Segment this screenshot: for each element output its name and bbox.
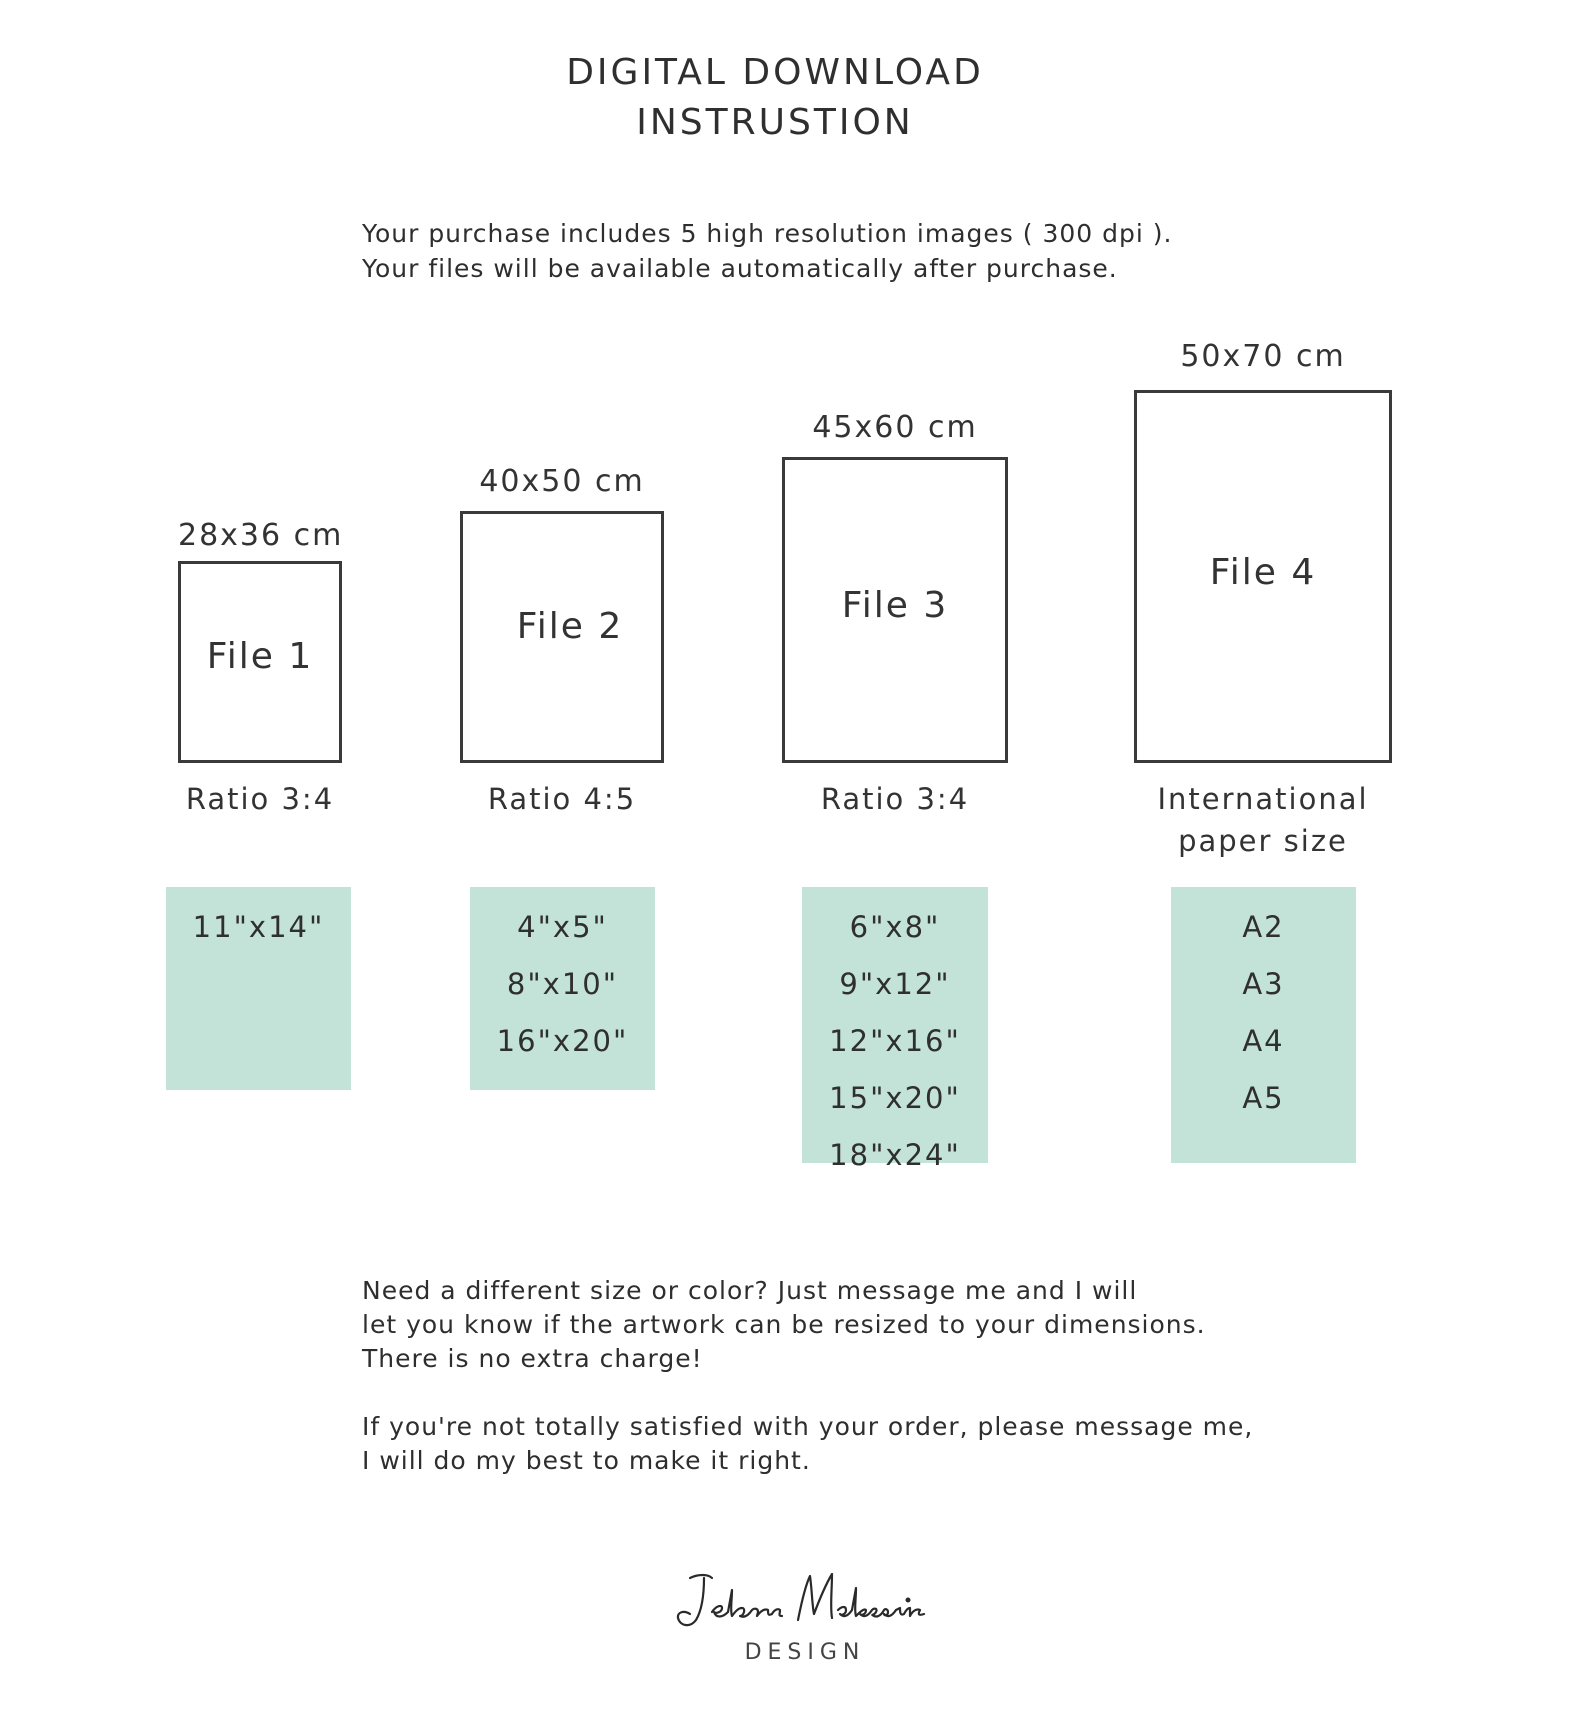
page-title xyxy=(0,48,1550,148)
file-2-size-cm: 40x50 cm xyxy=(479,464,645,499)
brand-subtitle: DESIGN xyxy=(744,1640,866,1665)
file-4-ratio-line-2: paper size xyxy=(1178,824,1348,858)
file-1-size-1: 11"x14" xyxy=(192,910,325,944)
file-2-size-2: 8"x10" xyxy=(506,967,619,1001)
custom-size-note xyxy=(362,1274,1206,1376)
file-2-ratio xyxy=(460,778,664,820)
file-4-size-4: A5 xyxy=(1242,1081,1285,1115)
file-3-ratio-line-1: Ratio 3:4 xyxy=(820,782,970,816)
file-3-label: File 3 xyxy=(841,585,949,626)
file-2-print-sizes xyxy=(470,887,655,1090)
file-4-ratio-line-1: International xyxy=(1157,782,1369,816)
file-3-ratio xyxy=(782,778,1008,820)
intro-line-1: Your purchase includes 5 high resolution images ( 300 dpi ). xyxy=(362,219,1173,248)
file-4-size-2: A3 xyxy=(1242,967,1285,1001)
file-1-size-cm: 28x36 cm xyxy=(178,518,344,553)
file-2-size-3: 16"x20" xyxy=(496,1024,629,1058)
intro-text xyxy=(362,216,1172,286)
signature-logo xyxy=(660,1560,960,1640)
file-2-ratio-line-1: Ratio 4:5 xyxy=(487,782,637,816)
file-3-size-cm: 45x60 cm xyxy=(812,410,978,445)
file-1-print-sizes xyxy=(166,887,351,1090)
file-3-size-1: 6"x8" xyxy=(849,910,941,944)
file-1-ratio xyxy=(160,778,360,820)
satisfaction-note xyxy=(362,1410,1253,1478)
file-1-ratio-line-1: Ratio 3:4 xyxy=(185,782,335,816)
file-4-print-sizes xyxy=(1171,887,1356,1163)
file-4-size-cm: 50x70 cm xyxy=(1180,339,1346,374)
file-4-ratio xyxy=(1134,778,1392,862)
satisfaction-note-line-1: If you're not totally satisfied with your order, please message me, xyxy=(362,1412,1254,1441)
custom-size-note-line-2: let you know if the artwork can be resized to your dimensions. xyxy=(362,1310,1206,1339)
intro-line-2: Your files will be available automatically after purchase. xyxy=(362,254,1118,283)
file-3-size-3: 12"x16" xyxy=(829,1024,961,1058)
file-3-size-4: 15"x20" xyxy=(829,1081,961,1115)
file-1-label: File 1 xyxy=(206,636,314,677)
file-4-size-3: A4 xyxy=(1242,1024,1285,1058)
custom-size-note-line-1: Need a different size or color? Just message me and I will xyxy=(362,1276,1138,1305)
custom-size-note-line-3: There is no extra charge! xyxy=(362,1344,703,1373)
title-line-2: INSTRUSTION xyxy=(636,102,914,143)
file-2-size-1: 4"x5" xyxy=(517,910,608,944)
title-line-1: DIGITAL DOWNLOAD xyxy=(566,52,984,93)
satisfaction-note-line-2: I will do my best to make it right. xyxy=(362,1446,811,1475)
file-2-label: File 2 xyxy=(516,606,624,647)
file-4-size-1: A2 xyxy=(1242,910,1285,944)
file-3-print-sizes xyxy=(802,887,988,1172)
file-4-label: File 4 xyxy=(1209,552,1317,593)
file-3-size-5: 18"x24" xyxy=(829,1138,961,1172)
file-3-size-2: 9"x12" xyxy=(839,967,951,1001)
